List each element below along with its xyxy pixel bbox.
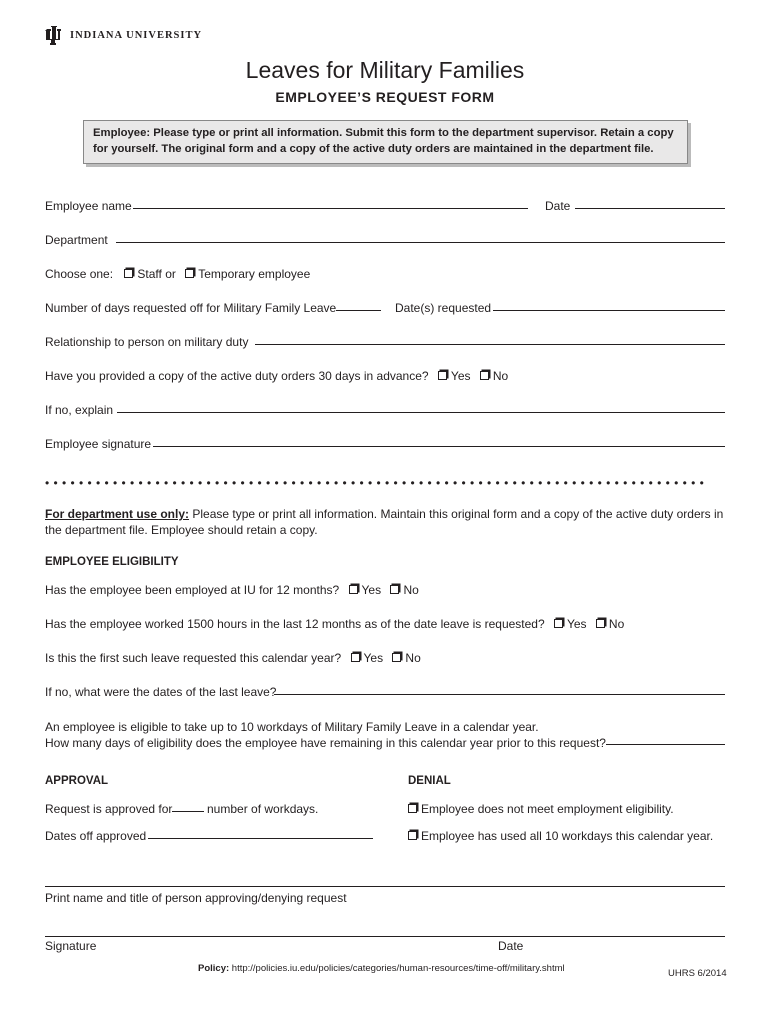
relationship-field[interactable] bbox=[255, 344, 725, 345]
employee-name-label: Employee name bbox=[45, 199, 132, 213]
yes-label: Yes bbox=[450, 369, 471, 383]
approved-for-label: Request is approved for bbox=[45, 802, 173, 816]
employee-signature-label: Employee signature bbox=[45, 437, 152, 451]
eligibility-statement-1: An employee is eligible to take up to 10 workdays of Military Family Leave in a calendar year. bbox=[45, 720, 539, 734]
signature-date-label: Date bbox=[498, 939, 524, 953]
iu-trident-logo bbox=[45, 26, 63, 48]
university-name: INDIANA UNIVERSITY bbox=[70, 30, 203, 41]
approval-heading: APPROVAL bbox=[45, 775, 109, 787]
copy-yes-checkbox[interactable] bbox=[438, 371, 447, 380]
form-subtitle: EMPLOYEE’S REQUEST FORM bbox=[275, 89, 495, 105]
q1-no-checkbox[interactable] bbox=[390, 585, 399, 594]
if-no-explain-field[interactable] bbox=[117, 412, 725, 413]
eligibility-q1 bbox=[45, 583, 419, 597]
q3-text: Is this the first such leave requested this calendar year? bbox=[45, 651, 342, 665]
q1-no-label: No bbox=[403, 583, 419, 597]
dates-requested-label: Date(s) requested bbox=[395, 301, 492, 315]
print-name-label: Print name and title of person approving/denying request bbox=[45, 891, 347, 905]
eligibility-heading: EMPLOYEE ELIGIBILITY bbox=[45, 556, 179, 568]
remaining-days-field[interactable] bbox=[606, 744, 725, 745]
q1-text: Has the employee been employed at IU for 12 months? bbox=[45, 583, 340, 597]
q2-no-checkbox[interactable] bbox=[596, 619, 605, 628]
department-use-instructions: Please type or print all information. Maintain this original form and a copy of the active duty orders in bbox=[189, 507, 724, 521]
q3-no-checkbox[interactable] bbox=[392, 653, 401, 662]
denial-reason-1 bbox=[406, 802, 674, 816]
choose-one-row bbox=[45, 267, 310, 281]
temporary-label: Temporary employee bbox=[198, 267, 311, 281]
q2-yes-checkbox[interactable] bbox=[554, 619, 563, 628]
q2-no-label: No bbox=[608, 617, 625, 631]
dates-off-label: Dates off approved bbox=[45, 829, 147, 843]
policy-link[interactable]: http://policies.iu.edu/policies/categories/human-resources/time-off/military.shtml bbox=[229, 963, 565, 974]
days-requested-label: Number of days requested off for Military Family Leave bbox=[45, 301, 337, 315]
eligibility-q2 bbox=[45, 617, 624, 631]
policy-line bbox=[198, 963, 565, 974]
q2-yes-label: Yes bbox=[566, 617, 587, 631]
form-code: UHRS 6/2014 bbox=[668, 968, 727, 979]
signature-field[interactable] bbox=[45, 936, 725, 937]
last-leave-dates-field[interactable] bbox=[274, 694, 725, 695]
q1-yes-label: Yes bbox=[361, 583, 382, 597]
choose-one-label: Choose one: bbox=[45, 267, 114, 281]
dates-requested-field[interactable] bbox=[493, 310, 725, 311]
q3-no-label: No bbox=[405, 651, 421, 665]
q3-yes-checkbox[interactable] bbox=[351, 653, 360, 662]
employee-instructions: Employee: Please type or print all information. Submit this form to the department supervisor. Retain a copy for yourself. The original form and a copy of the active duty orders are maintained in the department file. bbox=[83, 120, 688, 164]
staff-checkbox[interactable] bbox=[124, 269, 133, 278]
employee-signature-field[interactable] bbox=[153, 446, 725, 447]
policy-label: Policy: bbox=[198, 963, 230, 974]
denial-reason-1-label: Employee does not meet employment eligibility. bbox=[421, 802, 674, 816]
denial-reason-2-checkbox[interactable] bbox=[408, 831, 417, 840]
department-use-label: For department use only: bbox=[45, 507, 190, 521]
temporary-checkbox[interactable] bbox=[185, 269, 194, 278]
form-title: Leaves for Military Families bbox=[245, 57, 525, 83]
date-field[interactable] bbox=[575, 208, 725, 209]
days-requested-field[interactable] bbox=[336, 310, 381, 311]
department-use-instructions-2: the department file. Employee should retain a copy. bbox=[45, 523, 318, 537]
denial-reason-2-label: Employee has used all 10 workdays this calendar year. bbox=[421, 829, 714, 843]
print-name-field[interactable] bbox=[45, 886, 725, 887]
section-divider: •••••••••••••••••••••••••••••••••••••••••••••••••••••••••••••••••••••••••••••• bbox=[45, 476, 709, 490]
department-use-text bbox=[45, 506, 723, 522]
date-label: Date bbox=[545, 199, 571, 213]
q3-yes-label: Yes bbox=[363, 651, 384, 665]
q1-yes-checkbox[interactable] bbox=[349, 585, 358, 594]
q4-text: If no, what were the dates of the last leave? bbox=[45, 685, 277, 699]
staff-label: Staff or bbox=[137, 267, 176, 281]
eligibility-statement-2: How many days of eligibility does the employee have remaining in this calendar year prior to this request? bbox=[45, 736, 606, 750]
denial-reason-1-checkbox[interactable] bbox=[408, 804, 417, 813]
department-label: Department bbox=[45, 233, 108, 247]
q2-text: Has the employee worked 1500 hours in the last 12 months as of the date leave is requested? bbox=[45, 617, 545, 631]
dates-off-field[interactable] bbox=[148, 838, 373, 839]
department-field[interactable] bbox=[116, 242, 725, 243]
approved-days-field[interactable] bbox=[172, 811, 204, 812]
signature-label: Signature bbox=[45, 939, 97, 953]
workdays-label: number of workdays. bbox=[207, 802, 319, 816]
copy-provided-question: Have you provided a copy of the active duty orders 30 days in advance? bbox=[45, 369, 429, 383]
employee-name-field[interactable] bbox=[133, 208, 528, 209]
no-label: No bbox=[492, 369, 509, 383]
if-no-explain-label: If no, explain bbox=[45, 403, 114, 417]
denial-reason-2 bbox=[406, 829, 713, 843]
eligibility-q3 bbox=[45, 651, 421, 665]
denial-heading: DENIAL bbox=[408, 775, 451, 787]
copy-no-checkbox[interactable] bbox=[480, 371, 489, 380]
copy-provided-row bbox=[45, 369, 508, 383]
relationship-label: Relationship to person on military duty bbox=[45, 335, 249, 349]
